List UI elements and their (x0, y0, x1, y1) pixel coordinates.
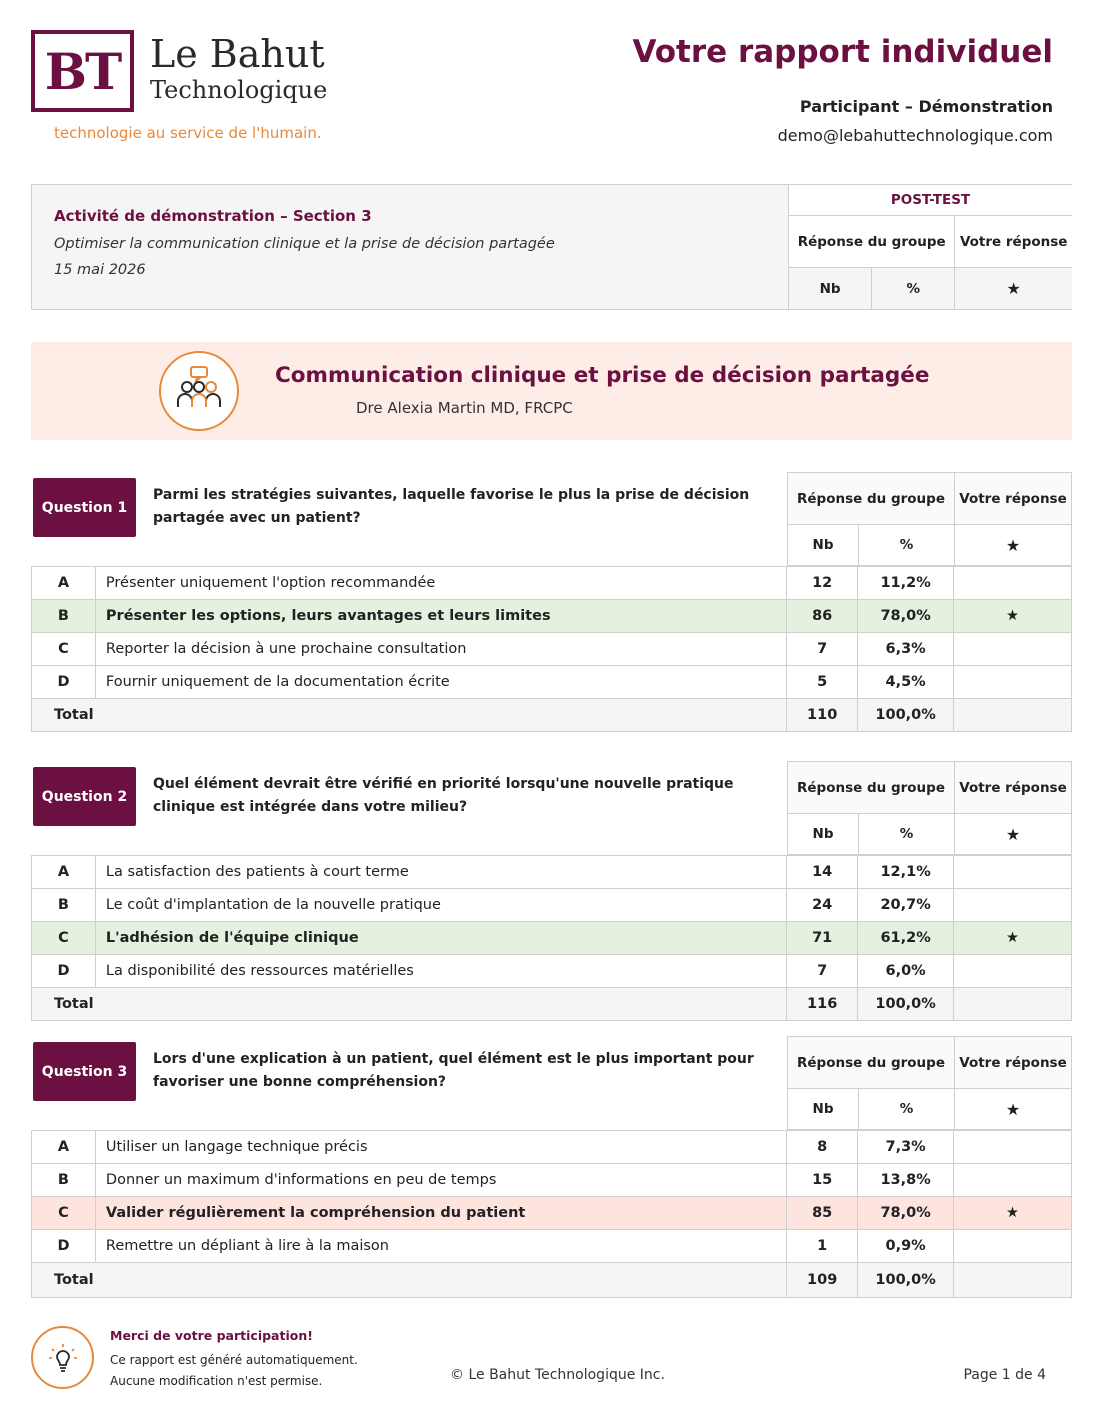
answer-count: 8 (787, 1131, 858, 1164)
answer-text: Valider régulièrement la compréhension du patient (95, 1197, 786, 1230)
activity-info (32, 185, 788, 309)
total-row (32, 699, 1072, 732)
question-header (31, 761, 1072, 855)
question-text: Parmi les stratégies suivantes, laquelle favorise le plus la prise de décision partagée avec un patient? (153, 487, 750, 526)
your-answer-star (954, 1230, 1072, 1263)
pct-header: % (859, 1089, 955, 1129)
question-badge: Question 1 (33, 478, 136, 537)
answer-text: La satisfaction des patients à court terme (95, 856, 786, 889)
answer-letter: C (32, 1197, 96, 1230)
answer-percent: 20,7% (858, 889, 954, 922)
question-badge: Question 3 (33, 1042, 136, 1101)
activity-title: Activité de démonstration – Section 3 (54, 207, 372, 225)
report-title: Votre rapport individuel (632, 34, 1053, 70)
brand-name: Le Bahut (150, 32, 325, 76)
answers-table (31, 1130, 1072, 1298)
total-empty (954, 699, 1072, 732)
activity-box (31, 184, 1072, 310)
your-answer-star (954, 955, 1072, 988)
star-icon: ★ (1005, 535, 1021, 555)
total-empty (954, 1263, 1072, 1298)
your-answer-star (954, 1131, 1072, 1164)
group-discussion-icon (159, 351, 239, 431)
posttest-label: POST-TEST (789, 185, 1072, 216)
question-block-1 (31, 472, 1072, 723)
total-count: 116 (787, 988, 858, 1021)
total-label: Total (32, 699, 787, 732)
your-answer-star: ★ (954, 1197, 1072, 1230)
topic-title: Communication clinique et prise de décision partagée (275, 363, 930, 388)
question-block-2 (31, 761, 1072, 1012)
answer-row (32, 856, 1072, 889)
total-row (32, 1263, 1072, 1298)
answer-row (32, 666, 1072, 699)
total-empty (954, 988, 1072, 1021)
question-block-3 (31, 1036, 1072, 1288)
question-header (31, 1036, 1072, 1130)
answer-count: 14 (787, 856, 858, 889)
answer-letter: A (32, 1131, 96, 1164)
answer-row (32, 922, 1072, 955)
answer-letter: D (32, 666, 96, 699)
answer-count: 7 (787, 955, 858, 988)
topic-speaker: Dre Alexia Martin MD, FRCPC (356, 399, 573, 417)
answer-letter: A (32, 856, 96, 889)
answer-letter: D (32, 955, 96, 988)
question-text: Lors d'une explication à un patient, quel élément est le plus important pour favoriser une bonne compréhension? (153, 1051, 754, 1090)
answer-row (32, 1131, 1072, 1164)
answer-count: 85 (787, 1197, 858, 1230)
total-percent: 100,0% (858, 1263, 954, 1298)
answer-count: 71 (787, 922, 858, 955)
brand-sub: Technologique (150, 76, 328, 104)
your-response-header: Votre réponse (959, 233, 1068, 250)
group-response-header: Réponse du groupe (788, 762, 955, 813)
star-icon: ★ (1005, 824, 1021, 844)
answer-row (32, 600, 1072, 633)
footer-copyright: © Le Bahut Technologique Inc. (450, 1367, 665, 1383)
group-response-header: Réponse du groupe (789, 216, 955, 267)
answer-count: 86 (787, 600, 858, 633)
answer-row (32, 1230, 1072, 1263)
answer-text: Utiliser un langage technique précis (95, 1131, 786, 1164)
answer-percent: 13,8% (858, 1164, 954, 1197)
question-columns-header (787, 472, 1072, 566)
total-count: 110 (787, 699, 858, 732)
total-label: Total (32, 988, 787, 1021)
answer-letter: B (32, 600, 96, 633)
answer-text: Le coût d'implantation de la nouvelle pratique (95, 889, 786, 922)
answer-text: Fournir uniquement de la documentation écrite (95, 666, 786, 699)
answer-letter: B (32, 1164, 96, 1197)
total-count: 109 (787, 1263, 858, 1298)
star-icon: ★ (1006, 279, 1021, 298)
footer-note-2: Aucune modification n'est permise. (110, 1374, 323, 1388)
your-response-header: Votre réponse (959, 490, 1067, 507)
answer-percent: 4,5% (858, 666, 954, 699)
participant-name: Participant – Démonstration (799, 97, 1053, 116)
total-percent: 100,0% (858, 699, 954, 732)
total-row (32, 988, 1072, 1021)
answer-percent: 12,1% (858, 856, 954, 889)
activity-date: 15 mai 2026 (54, 262, 146, 278)
answer-percent: 6,0% (858, 955, 954, 988)
answer-count: 1 (787, 1230, 858, 1263)
answer-percent: 0,9% (858, 1230, 954, 1263)
your-answer-star (954, 666, 1072, 699)
your-answer-star (954, 856, 1072, 889)
topic-banner (31, 342, 1072, 440)
question-header (31, 472, 1072, 566)
your-answer-star: ★ (954, 922, 1072, 955)
answer-letter: B (32, 889, 96, 922)
answer-percent: 78,0% (858, 1197, 954, 1230)
footer-note-1: Ce rapport est généré automatiquement. (110, 1353, 358, 1367)
logo-letters: BT (44, 41, 121, 101)
answer-letter: D (32, 1230, 96, 1263)
your-response-header: Votre réponse (959, 1054, 1067, 1071)
answer-count: 24 (787, 889, 858, 922)
your-answer-star (954, 889, 1072, 922)
nb-header: Nb (788, 1089, 859, 1129)
total-label: Total (32, 1263, 787, 1298)
answer-row (32, 889, 1072, 922)
pct-header: % (859, 525, 955, 565)
answer-text: Donner un maximum d'informations en peu de temps (95, 1164, 786, 1197)
nb-header: Nb (789, 268, 872, 309)
question-badge: Question 2 (33, 767, 136, 826)
pct-header: % (859, 814, 955, 854)
answer-text: La disponibilité des ressources matérielles (95, 955, 786, 988)
nb-header: Nb (788, 814, 859, 854)
answer-percent: 7,3% (858, 1131, 954, 1164)
answer-row (32, 955, 1072, 988)
answer-text: Présenter uniquement l'option recommandée (95, 567, 786, 600)
answer-count: 12 (787, 567, 858, 600)
answer-text: Présenter les options, leurs avantages et leurs limites (95, 600, 786, 633)
answer-percent: 6,3% (858, 633, 954, 666)
answer-text: Reporter la décision à une prochaine consultation (95, 633, 786, 666)
star-icon: ★ (1005, 1099, 1021, 1119)
answer-row (32, 567, 1072, 600)
participant-email: demo@lebahuttechnologique.com (777, 126, 1053, 145)
answer-percent: 61,2% (858, 922, 954, 955)
answers-table (31, 566, 1072, 732)
activity-subtitle: Optimiser la communication clinique et la prise de décision partagée (54, 236, 555, 252)
total-percent: 100,0% (858, 988, 954, 1021)
answer-row (32, 1164, 1072, 1197)
posttest-header (788, 185, 1072, 309)
answer-count: 15 (787, 1164, 858, 1197)
answer-text: L'adhésion de l'équipe clinique (95, 922, 786, 955)
tagline: technologie au service de l'humain. (54, 124, 322, 142)
answer-row (32, 633, 1072, 666)
answer-count: 5 (787, 666, 858, 699)
answer-letter: C (32, 633, 96, 666)
question-columns-header (787, 1036, 1072, 1130)
nb-header: Nb (788, 525, 859, 565)
answer-percent: 11,2% (858, 567, 954, 600)
logo-mark (31, 30, 134, 112)
page-number: Page 1 de 4 (963, 1367, 1046, 1383)
answer-letter: A (32, 567, 96, 600)
your-answer-star (954, 633, 1072, 666)
your-answer-star (954, 1164, 1072, 1197)
your-answer-star (954, 567, 1072, 600)
answer-count: 7 (787, 633, 858, 666)
your-answer-star: ★ (954, 600, 1072, 633)
answer-text: Remettre un dépliant à lire à la maison (95, 1230, 786, 1263)
lightbulb-icon (31, 1326, 94, 1389)
your-response-header: Votre réponse (959, 779, 1067, 796)
answers-table (31, 855, 1072, 1021)
answer-row (32, 1197, 1072, 1230)
question-text: Quel élément devrait être vérifié en priorité lorsqu'une nouvelle pratique clinique est intégrée dans votre milieu? (153, 776, 734, 815)
question-columns-header (787, 761, 1072, 855)
footer-thanks: Merci de votre participation! (110, 1328, 313, 1343)
group-response-header: Réponse du groupe (788, 1037, 955, 1088)
answer-letter: C (32, 922, 96, 955)
answer-percent: 78,0% (858, 600, 954, 633)
pct-header: % (872, 268, 955, 309)
group-response-header: Réponse du groupe (788, 473, 955, 524)
